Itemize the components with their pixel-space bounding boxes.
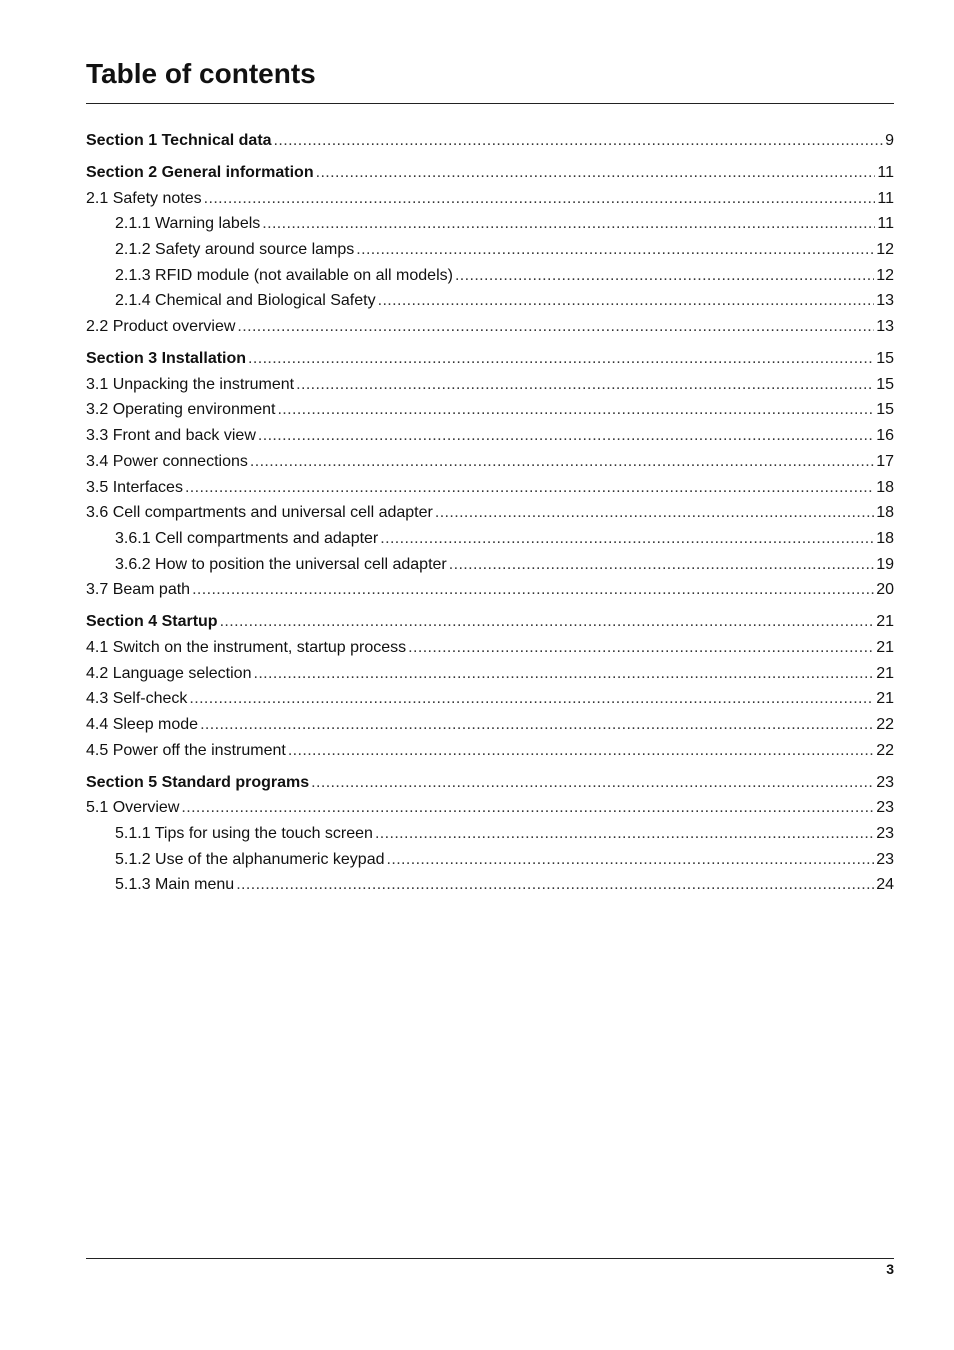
dot-leader [248, 346, 874, 372]
toc-entry[interactable] [86, 795, 894, 821]
toc-entry-page: 21 [876, 690, 894, 708]
dot-leader [311, 770, 874, 796]
toc-entry-page: 11 [877, 215, 894, 233]
toc-entry-label: 3.5 Interfaces [86, 478, 183, 496]
toc-entry-page: 11 [877, 189, 894, 207]
toc-entry-page: 12 [876, 241, 894, 259]
dot-leader [189, 686, 874, 712]
toc-entry-label: 2.2 Product overview [86, 318, 236, 336]
toc-entry[interactable] [86, 686, 894, 712]
toc-entry-label: Section 5 Standard programs [86, 773, 310, 791]
dot-leader [185, 475, 874, 501]
toc-entry[interactable] [86, 397, 894, 423]
toc-entry[interactable] [86, 847, 894, 873]
toc-entry[interactable] [86, 738, 894, 764]
toc-entry[interactable] [86, 577, 894, 603]
footer-divider [86, 1258, 894, 1259]
toc-entry[interactable] [86, 372, 894, 398]
toc-entry-page: 15 [876, 401, 894, 419]
dot-leader [192, 577, 874, 603]
toc-entry-page: 21 [876, 664, 894, 682]
toc-entry-label: 4.2 Language selection [86, 664, 252, 682]
toc-entry-page: 23 [876, 825, 894, 843]
toc-entry-label: Section 4 Startup [86, 613, 218, 631]
toc-entry-label: 4.4 Sleep mode [86, 716, 199, 734]
dot-leader [274, 128, 884, 154]
toc-entry-page: 11 [877, 163, 894, 181]
dot-leader [408, 635, 874, 661]
toc-entry-label: 3.7 Beam path [86, 581, 191, 599]
toc-entry[interactable] [86, 288, 894, 314]
toc-entry[interactable] [86, 449, 894, 475]
dot-leader [220, 609, 875, 635]
dot-leader [375, 821, 874, 847]
page-number: 3 [886, 1261, 894, 1277]
toc-entry-label: 3.3 Front and back view [86, 427, 256, 445]
toc-entry-page: 12 [876, 266, 894, 284]
dot-leader [250, 449, 874, 475]
toc-entry-page: 18 [876, 529, 894, 547]
toc-entry-label: 5.1.1 Tips for using the touch screen [115, 825, 373, 843]
toc-entry-label: Section 1 Technical data [86, 132, 272, 149]
dot-leader [262, 211, 875, 237]
toc-entry-page: 23 [876, 850, 894, 868]
toc-section-entry[interactable] [86, 609, 894, 635]
dot-leader [387, 847, 875, 873]
toc-entry-label: 2.1.2 Safety around source lamps [115, 241, 355, 259]
toc-entry-label: 3.6 Cell compartments and universal cell adapter [86, 504, 433, 522]
dot-leader [277, 397, 874, 423]
toc-section-entry[interactable] [86, 770, 894, 796]
toc-entry-label: 2.1.3 RFID module (not available on all models) [115, 266, 453, 284]
toc-entry-label: 3.4 Power connections [86, 452, 248, 470]
toc-entry[interactable] [86, 872, 894, 898]
toc-entry[interactable] [86, 821, 894, 847]
toc-entry[interactable] [86, 475, 894, 501]
toc-entry-label: 3.6.1 Cell compartments and adapter [115, 529, 379, 547]
toc-entry[interactable] [86, 635, 894, 661]
dot-leader [455, 263, 874, 289]
toc-entry-label: 4.5 Power off the instrument [86, 741, 286, 759]
title-divider [86, 103, 894, 104]
dot-leader [296, 372, 874, 398]
toc-section-entry[interactable] [86, 160, 894, 186]
toc-entry[interactable] [86, 526, 894, 552]
toc-entry-page: 23 [876, 773, 894, 791]
toc-entry[interactable] [86, 237, 894, 263]
dot-leader [204, 186, 876, 212]
toc-entry-page: 17 [876, 452, 894, 470]
dot-leader [237, 314, 874, 340]
page-title: Table of contents [86, 58, 316, 89]
toc-entry-page: 16 [876, 427, 894, 445]
toc-entry-page: 13 [876, 318, 894, 336]
toc-entry-page: 22 [876, 741, 894, 759]
toc-entry-page: 23 [876, 799, 894, 817]
toc-entry-label: 5.1 Overview [86, 799, 180, 817]
dot-leader [181, 795, 874, 821]
toc-entry[interactable] [86, 314, 894, 340]
toc-entry-label: 2.1.1 Warning labels [115, 215, 261, 233]
toc-entry[interactable] [86, 500, 894, 526]
dot-leader [253, 661, 874, 687]
toc-entry-label: 4.3 Self-check [86, 690, 188, 708]
dot-leader [356, 237, 874, 263]
toc-entry-page: 18 [876, 478, 894, 496]
toc-entry[interactable] [86, 263, 894, 289]
toc-entry-page: 21 [876, 638, 894, 656]
toc-entry[interactable] [86, 211, 894, 237]
toc-entry-label: Section 3 Installation [86, 350, 247, 368]
dot-leader [236, 872, 874, 898]
toc-entry-label: 3.6.2 How to position the universal cell adapter [115, 555, 447, 573]
dot-leader [316, 160, 876, 186]
toc-entry[interactable] [86, 186, 894, 212]
toc-entry-page: 9 [885, 132, 894, 149]
toc-entry-label: 3.2 Operating environment [86, 401, 276, 419]
toc-entry[interactable] [86, 552, 894, 578]
toc-entry-label: 5.1.2 Use of the alphanumeric keypad [115, 850, 385, 868]
dot-leader [435, 500, 874, 526]
toc-entry-label: 3.1 Unpacking the instrument [86, 375, 295, 393]
toc-entry-page: 19 [876, 555, 894, 573]
toc-section-entry[interactable] [86, 128, 894, 154]
toc-entry-page: 22 [876, 716, 894, 734]
toc-section-entry[interactable] [86, 346, 894, 372]
toc-entry-page: 24 [876, 876, 894, 894]
dot-leader [200, 712, 874, 738]
dot-leader [288, 738, 874, 764]
toc-entry-page: 18 [876, 504, 894, 522]
toc-entry-page: 20 [876, 581, 894, 599]
toc-entry-label: 2.1.4 Chemical and Biological Safety [115, 292, 376, 310]
toc-entry-label: 4.1 Switch on the instrument, startup process [86, 638, 407, 656]
toc-entry-page: 15 [876, 375, 894, 393]
toc-entry[interactable] [86, 423, 894, 449]
dot-leader [380, 526, 874, 552]
toc-entry-page: 15 [876, 350, 894, 368]
dot-leader [449, 552, 874, 578]
dot-leader [258, 423, 874, 449]
toc-entry[interactable] [86, 712, 894, 738]
dot-leader [378, 288, 875, 314]
toc-entry-label: 2.1 Safety notes [86, 189, 202, 207]
table-of-contents [86, 128, 894, 898]
toc-entry-label: 5.1.3 Main menu [115, 876, 235, 894]
toc-entry-page: 21 [876, 613, 894, 631]
toc-entry-label: Section 2 General information [86, 163, 314, 181]
toc-entry[interactable] [86, 661, 894, 687]
toc-entry-page: 13 [876, 292, 894, 310]
